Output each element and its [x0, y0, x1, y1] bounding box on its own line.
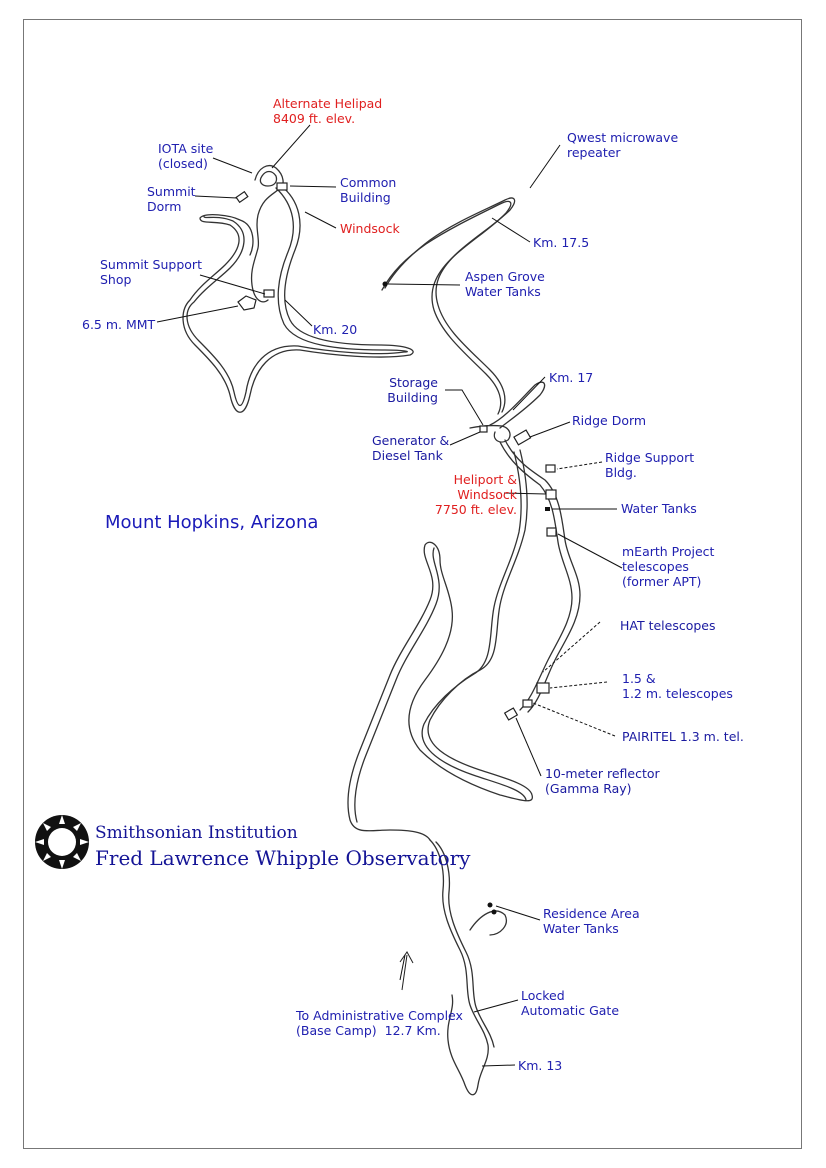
water-tanks-icon: [545, 507, 550, 511]
summit-support-icon: [264, 290, 274, 297]
org-line-1: Smithsonian Institution: [95, 823, 298, 843]
heliport-icon: [546, 490, 556, 499]
label-summit-support-shop: Summit Support Shop: [100, 257, 202, 287]
road-lower: [430, 840, 488, 1095]
mmt-icon: [238, 296, 256, 310]
mearth-icon: [547, 528, 556, 536]
pairitel-icon: [523, 700, 532, 707]
label-hat-telescopes: HAT telescopes: [620, 618, 716, 633]
label-summit-dorm: Summit Dorm: [147, 184, 196, 214]
org-line-2: Fred Lawrence Whipple Observatory: [95, 846, 471, 870]
label-ridge-dorm: Ridge Dorm: [572, 413, 647, 428]
residence-tank-2: [492, 910, 497, 915]
label-telescopes-15-12: 1.5 & 1.2 m. telescopes: [622, 671, 733, 701]
ridge-support-icon: [546, 465, 555, 472]
ridge-dorm-icon: [514, 430, 531, 445]
generator-icon: [480, 426, 487, 432]
label-km175: Km. 17.5: [533, 235, 590, 250]
label-storage-building: Storage Building: [387, 375, 438, 405]
smithsonian-sun-icon: [35, 815, 89, 869]
common-building-icon: [277, 183, 287, 190]
label-ridge-support: Ridge Support Bldg.: [605, 450, 695, 480]
summit-knot-2: [260, 172, 276, 187]
label-mmt: 6.5 m. MMT: [82, 317, 156, 332]
label-gate: Locked Automatic Gate: [521, 988, 620, 1018]
label-km17: Km. 17: [549, 370, 594, 385]
label-iota-site: IOTA site (closed): [158, 141, 214, 171]
label-mearth: mEarth Project telescopes (former APT): [622, 544, 715, 589]
road-residence: [470, 911, 506, 935]
label-common-building: Common Building: [340, 175, 397, 205]
summit-dorm-icon: [236, 192, 248, 203]
label-admin-complex: To Administrative Complex (Base Camp) 12.7 Km.: [296, 1008, 463, 1038]
label-pairitel: PAIRITEL 1.3 m. tel.: [622, 729, 744, 744]
label-10m-reflector: 10-meter reflector (Gamma Ray): [545, 766, 660, 796]
residence-tank-1: [488, 903, 493, 908]
map-title: Mount Hopkins, Arizona: [105, 512, 319, 533]
label-km20: Km. 20: [313, 322, 358, 337]
label-qwest: Qwest microwave repeater: [567, 130, 679, 160]
summit-road-outer: [183, 185, 413, 412]
label-alternate-helipad: Alternate Helipad 8409 ft. elev.: [273, 96, 383, 126]
label-residence: Residence Area Water Tanks: [543, 906, 640, 936]
telescope-15-icon: [537, 683, 549, 693]
water-tank-aspen: [383, 282, 388, 287]
label-water-tanks: Water Tanks: [621, 501, 697, 516]
road-switchbacks-3: [355, 548, 439, 822]
reflector-icon: [505, 708, 518, 720]
label-aspen-grove: Aspen Grove Water Tanks: [465, 269, 545, 299]
label-heliport: Heliport & Windsock 7750 ft. elev.: [434, 472, 517, 517]
label-windsock: Windsock: [340, 221, 400, 236]
label-generator: Generator & Diesel Tank: [372, 433, 450, 463]
label-km13: Km. 13: [518, 1058, 563, 1073]
